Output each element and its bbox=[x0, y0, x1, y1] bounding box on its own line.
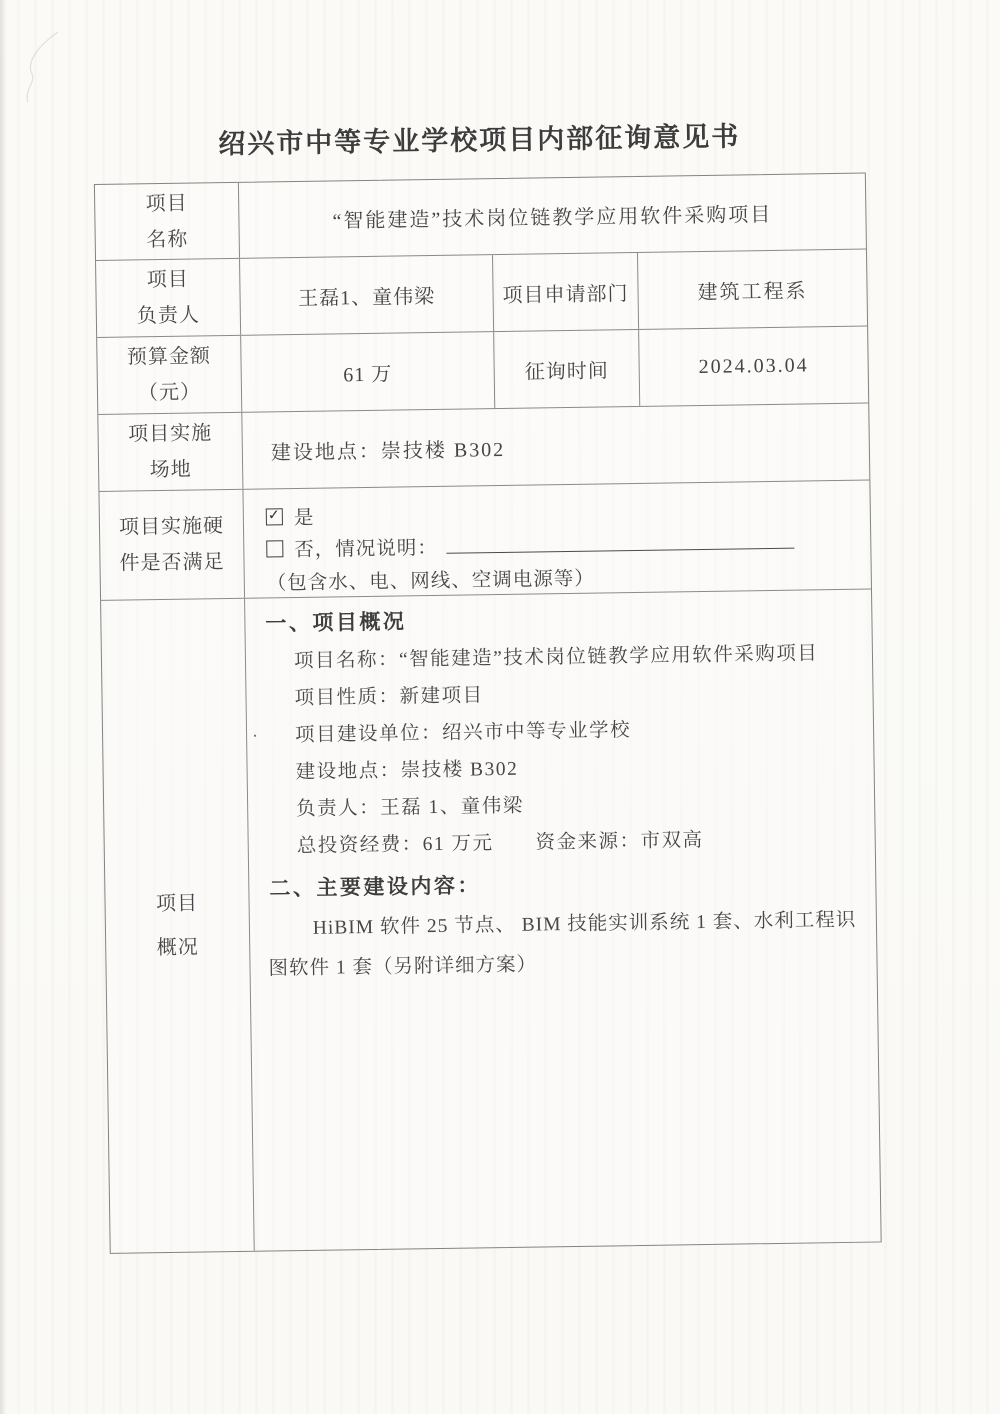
overview-item-project-name: 项目名称：“智能建造”技术岗位链教学应用软件采购项目 bbox=[293, 643, 819, 673]
applying-department-label: 项目申请部门 bbox=[493, 253, 639, 331]
overview-content bbox=[245, 590, 881, 1251]
row-leader bbox=[96, 250, 867, 338]
overview-label: 项目 概况 bbox=[101, 599, 255, 1253]
overview-item-build-unit: 项目建设单位：绍兴市中等专业学校 bbox=[294, 720, 632, 747]
row-site bbox=[98, 404, 869, 492]
scan-dot-artifact: · bbox=[251, 725, 260, 746]
scan-smudge-artifact bbox=[18, 28, 78, 108]
overview-section2-title: 二、主要建设内容： bbox=[269, 873, 482, 901]
project-name-value: “智能建造”技术岗位链教学应用软件采购项目 bbox=[332, 203, 773, 233]
situation-blank-line bbox=[446, 533, 794, 554]
form-table bbox=[94, 173, 882, 1254]
budget-label: 预算金额 （元） bbox=[97, 336, 242, 414]
row-hardware bbox=[99, 481, 871, 601]
project-name-label: 项目 名称 bbox=[95, 183, 240, 260]
overview-section1-title: 一、项目概况 bbox=[265, 609, 407, 636]
hardware-no-label: 否，情况说明： bbox=[294, 538, 439, 562]
leader-value: 王磊1、童伟梁 bbox=[240, 255, 494, 335]
overview-item-location: 建设地点：崇技楼 B302 bbox=[295, 758, 519, 784]
hardware-note: （包含水、电、网线、空调电源等） bbox=[266, 568, 595, 595]
site-value: 建设地点：崇技楼 B302 bbox=[270, 438, 506, 464]
hardware-label: 项目实施硬 件是否满足 bbox=[99, 490, 245, 600]
hardware-options bbox=[243, 481, 871, 598]
overview-item-investment: 总投资经费：61 万元 资金来源：市双高 bbox=[296, 830, 704, 858]
overview-section2-body: HiBIM 软件 25 节点、 BIM 技能实训系统 1 套、水利工程识图软件 1 套（另附详细方案） bbox=[268, 909, 857, 980]
overview-item-leader: 负责人：王磊 1、童伟梁 bbox=[296, 795, 524, 821]
row-project-name bbox=[95, 174, 866, 261]
consult-time-label: 征询时间 bbox=[494, 330, 640, 408]
document-body bbox=[93, 113, 882, 1254]
checkbox-checked-icon: ✓ bbox=[266, 508, 283, 525]
hardware-yes-label: 是 bbox=[293, 507, 315, 530]
checkbox-unchecked-icon bbox=[266, 540, 283, 557]
site-label: 项目实施 场地 bbox=[98, 413, 243, 491]
document-title: 绍兴市中等专业学校项目内部征询意见书 bbox=[218, 121, 741, 160]
row-overview bbox=[101, 590, 881, 1253]
leader-label: 项目 负责人 bbox=[96, 259, 241, 337]
scan-left-edge-shadow bbox=[0, 0, 7, 1414]
applying-department-value: 建筑工程系 bbox=[697, 279, 808, 304]
overview-item-project-nature: 项目性质：新建项目 bbox=[294, 685, 484, 710]
row-budget bbox=[97, 327, 868, 415]
budget-value: 61 万 bbox=[241, 332, 495, 412]
consult-time-value: 2024.03.04 bbox=[698, 353, 809, 378]
